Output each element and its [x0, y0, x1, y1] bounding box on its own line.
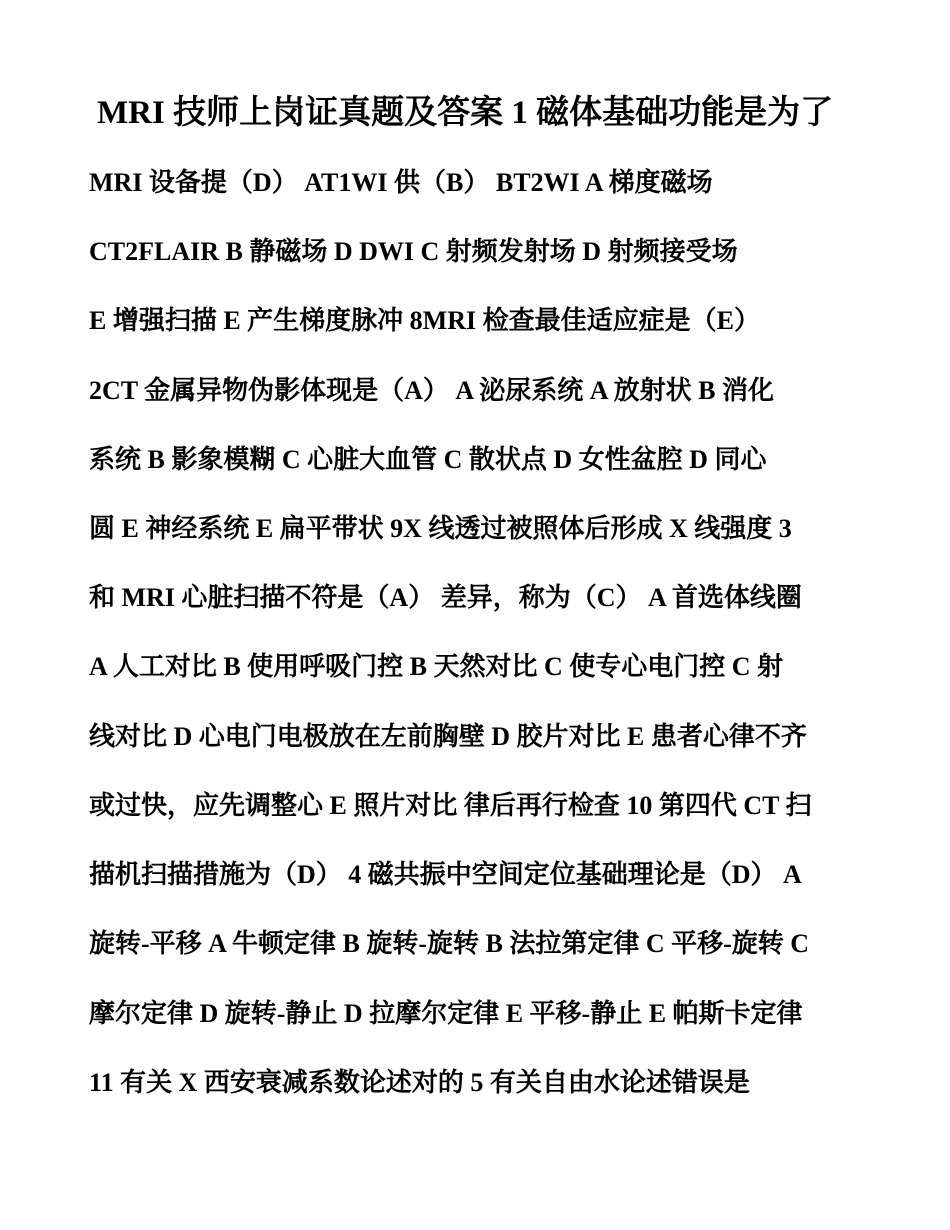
text-line: E 增强扫描 E 产生梯度脉冲 8MRI 检查最佳适应症是（E）: [89, 306, 760, 335]
text-line: 11 有关 X 西安衰减系数论述对的 5 有关自由水论述错误是: [89, 1068, 750, 1097]
text-line: 2CT 金属异物伪影体现是（A） A 泌尿系统 A 放射状 B 消化: [89, 376, 774, 405]
text-line: 线对比 D 心电门电极放在左前胸壁 D 胶片对比 E 患者心律不齐: [89, 722, 807, 751]
text-line: A 人工对比 B 使用呼吸门控 B 天然对比 C 使专心电门控 C 射: [89, 652, 784, 681]
text-line: MRI 设备提（D） AT1WI 供（B） BT2WI A 梯度磁场: [89, 168, 713, 197]
text-line: MRI 技师上岗证真题及答案 1 磁体基础功能是为了: [97, 95, 834, 131]
text-line: 和 MRI 心脏扫描不符是（A） 差异，称为（C） A 首选体线圈: [89, 583, 802, 612]
text-line: 描机扫描措施为（D） 4 磁共振中空间定位基础理论是（D） A: [89, 860, 802, 889]
text-line: 系统 B 影象模糊 C 心脏大血管 C 散状点 D 女性盆腔 D 同心: [89, 445, 767, 474]
text-line: 旋转-平移 A 牛顿定律 B 旋转-旋转 B 法拉第定律 C 平移-旋转 C: [89, 929, 810, 958]
text-line: 摩尔定律 D 旋转-静止 D 拉摩尔定律 E 平移-静止 E 帕斯卡定律: [89, 999, 803, 1028]
text-line: CT2FLAIR B 静磁场 D DWI C 射频发射场 D 射频接受场: [89, 237, 738, 266]
text-line: 或过快，应先调整心 E 照片对比 律后再行检查 10 第四代 CT 扫: [89, 791, 812, 820]
text-line: 圆 E 神经系统 E 扁平带状 9X 线透过被照体后形成 X 线强度 3: [89, 514, 792, 543]
